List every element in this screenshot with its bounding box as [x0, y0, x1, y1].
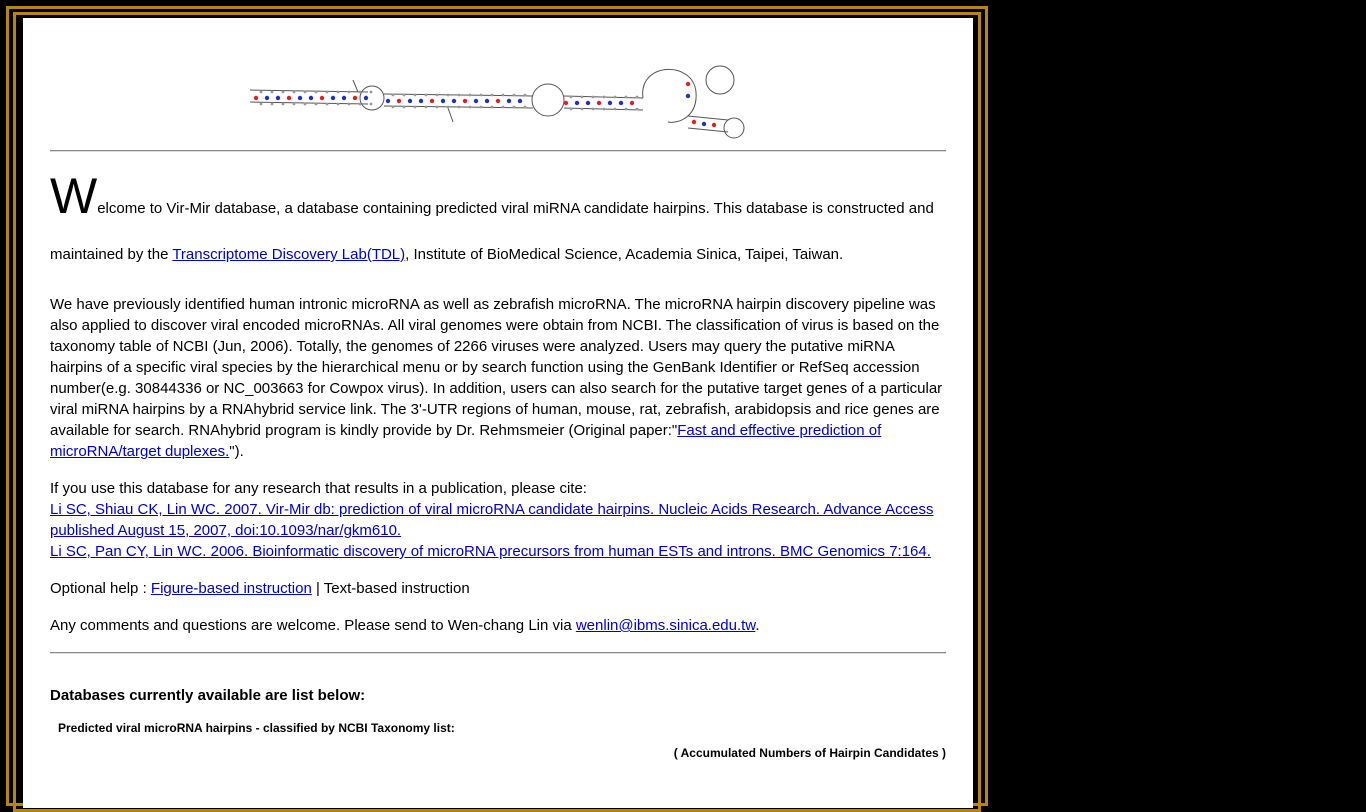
base-dot	[458, 94, 461, 97]
base-dot	[463, 99, 467, 103]
base-dot	[491, 106, 494, 109]
base-dot	[712, 123, 716, 127]
description-text-a: We have previously identified human intronic microRNA as well as zebrafish microRNA. The microRNA hairpin discovery pipeline was also applied to discover viral encoded microRNAs. All viral genomes were obtain from NCBI. The classification of virus is based on the taxonomy table of NCBI (Jun, 2006). Totally, the genomes of 2266 viruses were analyzed. Users may query the putative miRNA hairpins of a specific viral species by the hierarchical menu or by search function using the GenBank Identifier or RefSeq accession number(e.g. 30844336 or NC_003663 for Cowpox virus). In addition, users can also search for the putative target genes of a particular viral miRNA hairpins by a RNAhybrid service link. The 3'-UTR regions of human, mouse, rat, zebrafish, arabidopsis and rice genes are available for search. RNAhybrid program is kindly provide by Dr. Rehmsmeier (Original paper:"	[50, 296, 943, 439]
base-dot	[636, 96, 639, 99]
base-dot	[524, 94, 527, 97]
base-dot	[265, 96, 269, 100]
base-dot	[331, 96, 335, 100]
base-dot	[342, 96, 346, 100]
comments-line	[50, 615, 946, 636]
base-dot	[276, 96, 280, 100]
base-dot	[414, 106, 417, 109]
base-dot	[397, 99, 401, 103]
base-dot	[502, 94, 505, 97]
email-link[interactable]: wenlin@ibms.sinica.edu.tw	[575, 617, 756, 634]
base-dot	[309, 96, 313, 100]
base-dot	[614, 108, 617, 111]
base-dot	[425, 94, 428, 97]
base-dot	[485, 99, 489, 103]
text-instruction-label: Text-based instruction	[323, 580, 470, 597]
base-dot	[564, 101, 568, 105]
base-dot	[447, 106, 450, 109]
base-dot	[603, 96, 606, 99]
base-dot	[298, 96, 302, 100]
base-dot	[513, 106, 516, 109]
base-dot	[414, 94, 417, 97]
base-dot	[458, 106, 461, 109]
base-dot	[282, 103, 285, 106]
base-dot	[364, 96, 368, 100]
base-dot	[337, 91, 340, 94]
bottom-divider	[50, 652, 946, 654]
base-dot	[502, 106, 505, 109]
base-dot	[326, 91, 329, 94]
base-dot	[436, 94, 439, 97]
base-dot	[271, 103, 274, 106]
figure-instruction-link[interactable]: Figure-based instruction	[150, 580, 312, 597]
base-dot	[326, 103, 329, 106]
base-dot	[430, 99, 434, 103]
base-dot	[480, 106, 483, 109]
base-dot	[625, 96, 628, 99]
base-dot	[392, 106, 395, 109]
citation-lead: If you use this database for any research that results in a publication, please cite:	[50, 480, 587, 497]
intro-text-b: , Institute of BioMedical Science, Academia Sinica, Taipei, Taiwan.	[405, 246, 844, 263]
rna-hairpin-banner-icon	[248, 62, 748, 148]
base-dot	[452, 99, 456, 103]
databases-heading: Databases currently available are list below:	[50, 687, 366, 704]
base-dot	[686, 94, 690, 98]
base-dot	[630, 101, 634, 105]
content-area	[50, 18, 946, 764]
help-label: Optional help :	[50, 580, 151, 597]
base-dot	[518, 99, 522, 103]
base-dot	[592, 96, 595, 99]
base-dot	[337, 103, 340, 106]
base-dot	[403, 94, 406, 97]
base-dot	[271, 91, 274, 94]
base-dot	[260, 103, 263, 106]
base-dot	[491, 94, 494, 97]
base-dot	[320, 96, 324, 100]
base-dot	[474, 99, 478, 103]
base-dot	[586, 101, 590, 105]
intro-text-a: elcome to Vir-Mir database, a database containing predicted viral miRNA candidate hairpins. This database is constructed and maintained by the	[50, 200, 934, 263]
citation-block	[50, 478, 946, 562]
base-dot	[348, 103, 351, 106]
base-dot	[441, 99, 445, 103]
description-text-b: ").	[229, 443, 244, 460]
taxonomy-heading: Predicted viral microRNA hairpins - classified by NCBI Taxonomy list:	[58, 721, 455, 735]
base-dot	[507, 99, 511, 103]
base-dot	[304, 91, 307, 94]
base-dot	[392, 94, 395, 97]
base-dot	[353, 96, 357, 100]
base-dot	[293, 103, 296, 106]
base-dot	[370, 103, 373, 106]
base-dot	[359, 91, 362, 94]
base-dot	[370, 91, 373, 94]
base-dot	[570, 108, 573, 111]
base-dot	[636, 108, 639, 111]
base-dot	[386, 99, 390, 103]
citation-link-1[interactable]: Li SC, Shiau CK, Lin WC. 2007. Vir-Mir db: prediction of viral microRNA candidate hairpins. Nucleic Acids Research. Advance Access published August 15, 2007, doi:10.1093/nar/gkm610.	[50, 501, 934, 539]
base-dot	[614, 96, 617, 99]
base-dot	[315, 103, 318, 106]
help-line	[50, 578, 946, 599]
base-dot	[282, 91, 285, 94]
accumulated-numbers-label: ( Accumulated Numbers of Hairpin Candidates )	[673, 746, 946, 760]
base-dot	[425, 106, 428, 109]
base-dot	[260, 91, 263, 94]
base-dot	[686, 82, 690, 86]
comments-text: Any comments and questions are welcome. Please send to Wen-chang Lin via	[50, 617, 576, 634]
intro-paragraph	[50, 168, 946, 278]
main-page	[23, 18, 973, 808]
base-dot	[597, 101, 601, 105]
base-dot	[575, 101, 579, 105]
description-paragraph	[50, 294, 946, 462]
base-dot	[608, 101, 612, 105]
citation-link-2[interactable]: Li SC, Pan CY, Lin WC. 2006. Bioinformatic discovery of microRNA precursors from human ESTs and introns. BMC Genomics 7:164.	[50, 543, 931, 560]
paper-link[interactable]: Fast and effective prediction of microRNA/target duplexes.	[50, 422, 882, 460]
tdl-link[interactable]: Transcriptome Discovery Lab(TDL)	[172, 246, 406, 263]
base-dot	[293, 91, 296, 94]
base-dot	[570, 96, 573, 99]
base-dot	[480, 94, 483, 97]
base-dot	[496, 99, 500, 103]
base-dot	[436, 106, 439, 109]
base-dot	[625, 108, 628, 111]
base-dot	[304, 103, 307, 106]
top-divider	[50, 150, 946, 152]
base-dot	[254, 96, 258, 100]
base-dot	[447, 94, 450, 97]
base-dot	[419, 99, 423, 103]
comments-end: .	[755, 617, 760, 634]
base-dot	[315, 91, 318, 94]
base-dot	[524, 106, 527, 109]
help-separator: |	[311, 580, 324, 597]
base-dot	[702, 122, 706, 126]
base-dot	[619, 101, 623, 105]
base-dot	[287, 96, 291, 100]
base-dot	[469, 94, 472, 97]
base-dot	[692, 120, 696, 124]
base-dot	[403, 106, 406, 109]
base-dot	[348, 91, 351, 94]
base-dot	[469, 106, 472, 109]
base-dot	[581, 108, 584, 111]
base-dot	[408, 99, 412, 103]
base-dot	[592, 108, 595, 111]
dropcap-letter: W	[50, 168, 98, 224]
base-dot	[603, 108, 606, 111]
base-dot	[513, 94, 516, 97]
base-dot	[581, 96, 584, 99]
base-dot	[359, 103, 362, 106]
